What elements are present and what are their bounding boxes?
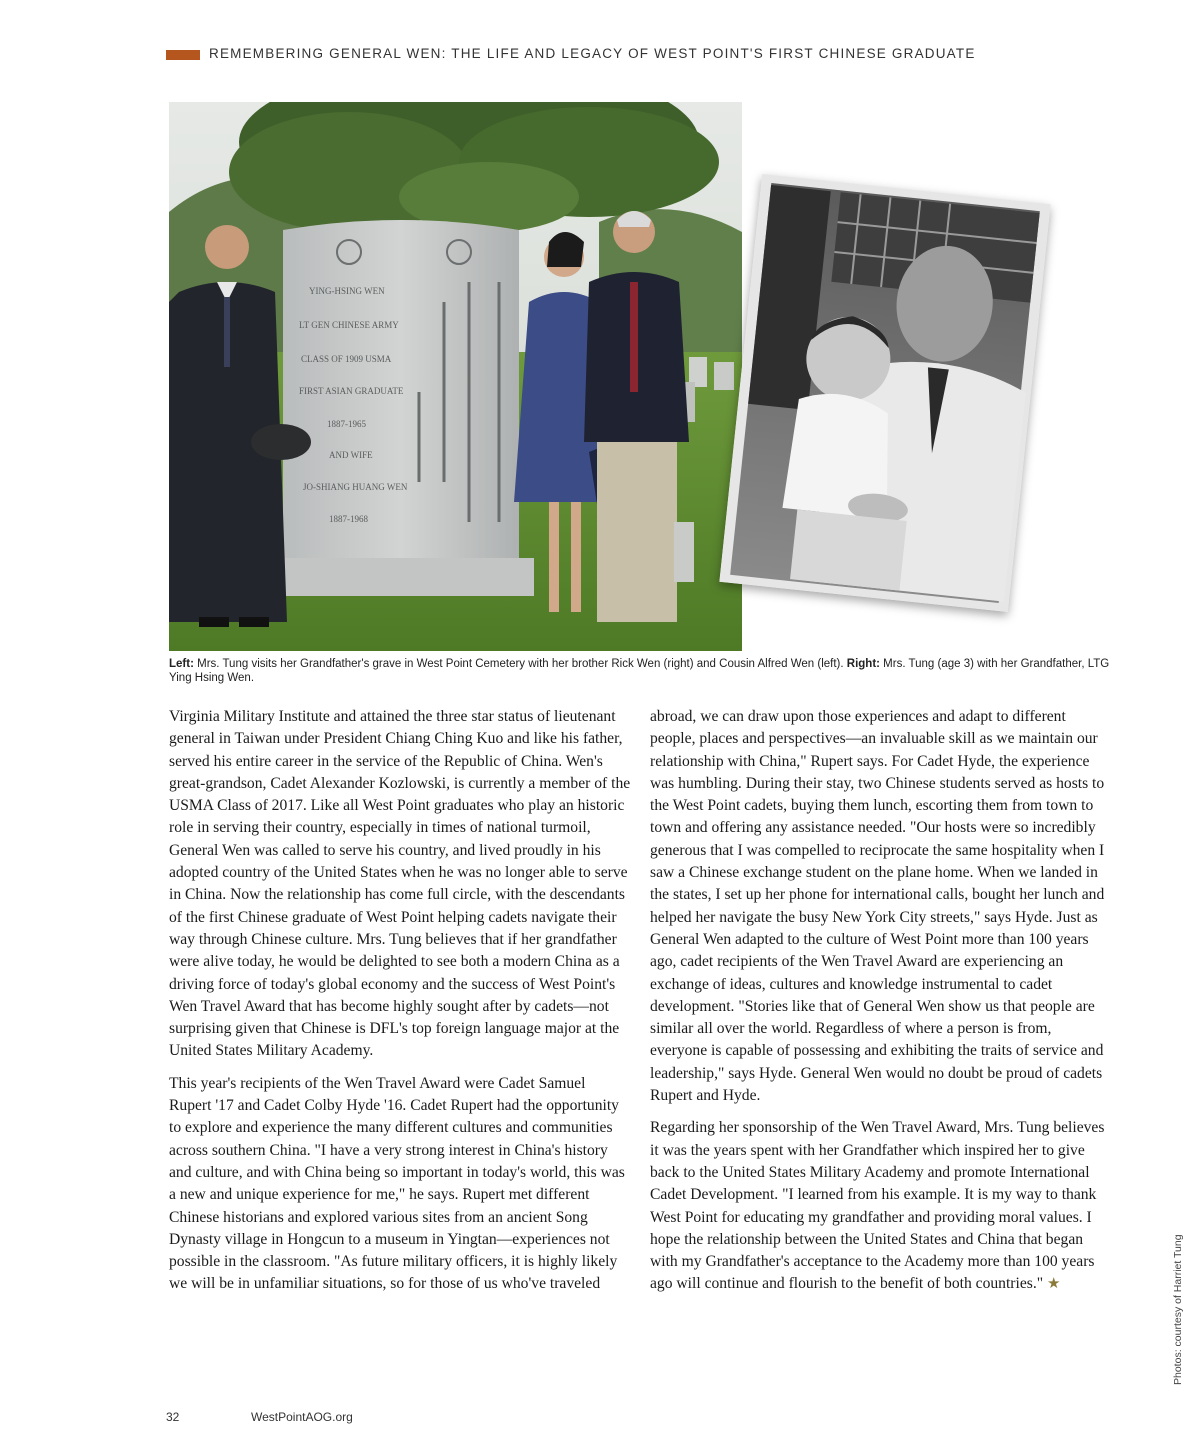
vintage-photo-illustration — [719, 174, 1050, 612]
cemetery-photo-illustration — [169, 102, 742, 651]
page-number: 32 — [166, 1410, 180, 1424]
end-mark-star-icon: ★ — [1047, 1276, 1061, 1293]
article-column-right — [650, 706, 1112, 1306]
header-accent-bar — [166, 50, 200, 60]
vintage-family-photo — [719, 174, 1050, 612]
caption-left-text: Mrs. Tung visits her Grandfather's grave in West Point Cemetery with her brother Rick Wen (right) and Cousin Alfred Wen (left). — [193, 658, 847, 670]
cemetery-photo — [169, 102, 742, 651]
gravestone-line: FIRST ASIAN GRADUATE — [299, 386, 404, 396]
gravestone-line: YING-HSING WEN — [309, 286, 385, 296]
vintage-photo-container — [712, 170, 1057, 615]
footer-website: WestPointAOG.org — [251, 1410, 353, 1424]
caption-right-text: Mrs. Tung (age 3) with her Grandfather, LTG Ying Hsing Wen. — [169, 658, 1110, 684]
photo-caption — [169, 657, 1129, 685]
gravestone-line: LT GEN CHINESE ARMY — [299, 320, 399, 330]
gravestone-line: CLASS OF 1909 USMA — [301, 354, 392, 364]
article-paragraph: Virginia Military Institute and attained the three star status of lieutenant general in Taiwan under President Chiang Ching Kuo and like his father, served his entire career in the service of the Republic of China. Wen's great-grandson, Cadet Alexander Kozlowski, is currently a member of the USMA Class of 2017. Like all West Point graduates who play an historic role in serving their country, especially in times of national turmoil, General Wen was called to serve his country, and lived proudly in his adopted country of the United States when he was no longer able to serve in China. Now the relationship has come full circle, with the descendants of the first Chinese graduate of West Point helping cadets navigate their way through Chinese culture. Mrs. Tung believes that if her grandfather were alive today, he would be delighted to see both a modern China as a driving force of today's global economy and the success of West Point's Wen Travel Award that has become highly sought after by cadets—not surprising given that Chinese is DFL's top foreign language major at the United States Military Academy. — [169, 708, 631, 1060]
section-header-title: REMEMBERING GENERAL WEN: THE LIFE AND LEGACY OF WEST POINT'S FIRST CHINESE GRADUATE — [209, 46, 976, 61]
caption-right-label: Right: — [846, 658, 880, 670]
caption-left-label: Left: — [169, 658, 194, 670]
gravestone-line: AND WIFE — [329, 450, 373, 460]
article-closing-text: Regarding her sponsorship of the Wen Travel Award, Mrs. Tung believes it was the years spent with her Grandfather which inspired her to give back to the United States Military Academy and promote International Cadet Development. "I learned from his example. It is my way to thank West Point for educating my grandfather and providing moral values. I hope the relationship between the United States and China that began with my Grandfather's acceptance to the Academy more than 100 years ago will continue and flourish to the benefit of both countries." — [650, 1119, 1105, 1293]
photo-credit: Photos: courtesy of Harriet Tung — [1172, 1234, 1184, 1385]
article-paragraph: abroad, we can draw upon those experiences and adapt to different people, places and perspectives—an invaluable skill as we maintain our relationship with China," Rupert says. For Cadet Hyde, the experience was humbling. During their stay, two Chinese students served as hosts to the West Point cadets, buying them lunch, escorting them from town to town and offering any assistance needed. "Our hosts were so incredibly generous that I was compelled to reciprocate the same hospitality when I saw a Chinese exchange student on the plane home. When we landed in the states, I set up her phone for international calls, bought her lunch and helped her navigate the busy New York City streets," says Hyde. Just as General Wen adapted to the culture of West Point more than 100 years ago, cadet recipients of the Wen Travel Award are experiencing an exchange of ideas, cultures and knowledge instrumental to cadet development. "Stories like that of General Wen show us that people are similar all over the world. Regardless of where a person is from, everyone is capable of possessing and exhibiting the traits of service and leadership," says Hyde. General Wen would no doubt be proud of cadets Rupert and Hyde. — [650, 708, 1105, 1105]
article-paragraph: This year's recipients of the Wen Travel Award were Cadet Samuel Rupert '17 and Cadet Colby Hyde '16. Cadet Rupert had the opportunity to explore and experience the many different cultures and communities across southern China. "I have a very strong interest in China's history and culture, and with China being so important in today's world, this was a new and unique experience for me," he says. Rupert met different Chinese historians and explored various sites from an ancient Song Dynasty village in Hongcun to a museum in Yingtan—experiences not possible in the classroom. "As future military officers, it is highly likely we will be in unfamiliar situations, so for those of us who've traveled — [169, 1074, 625, 1293]
gravestone-line: 1887-1965 — [327, 419, 366, 429]
article-column-left — [169, 706, 631, 1306]
gravestone-line: 1887-1968 — [329, 514, 368, 524]
article-paragraph-final — [650, 1117, 1112, 1295]
gravestone-line: JO-SHIANG HUANG WEN — [303, 482, 408, 492]
